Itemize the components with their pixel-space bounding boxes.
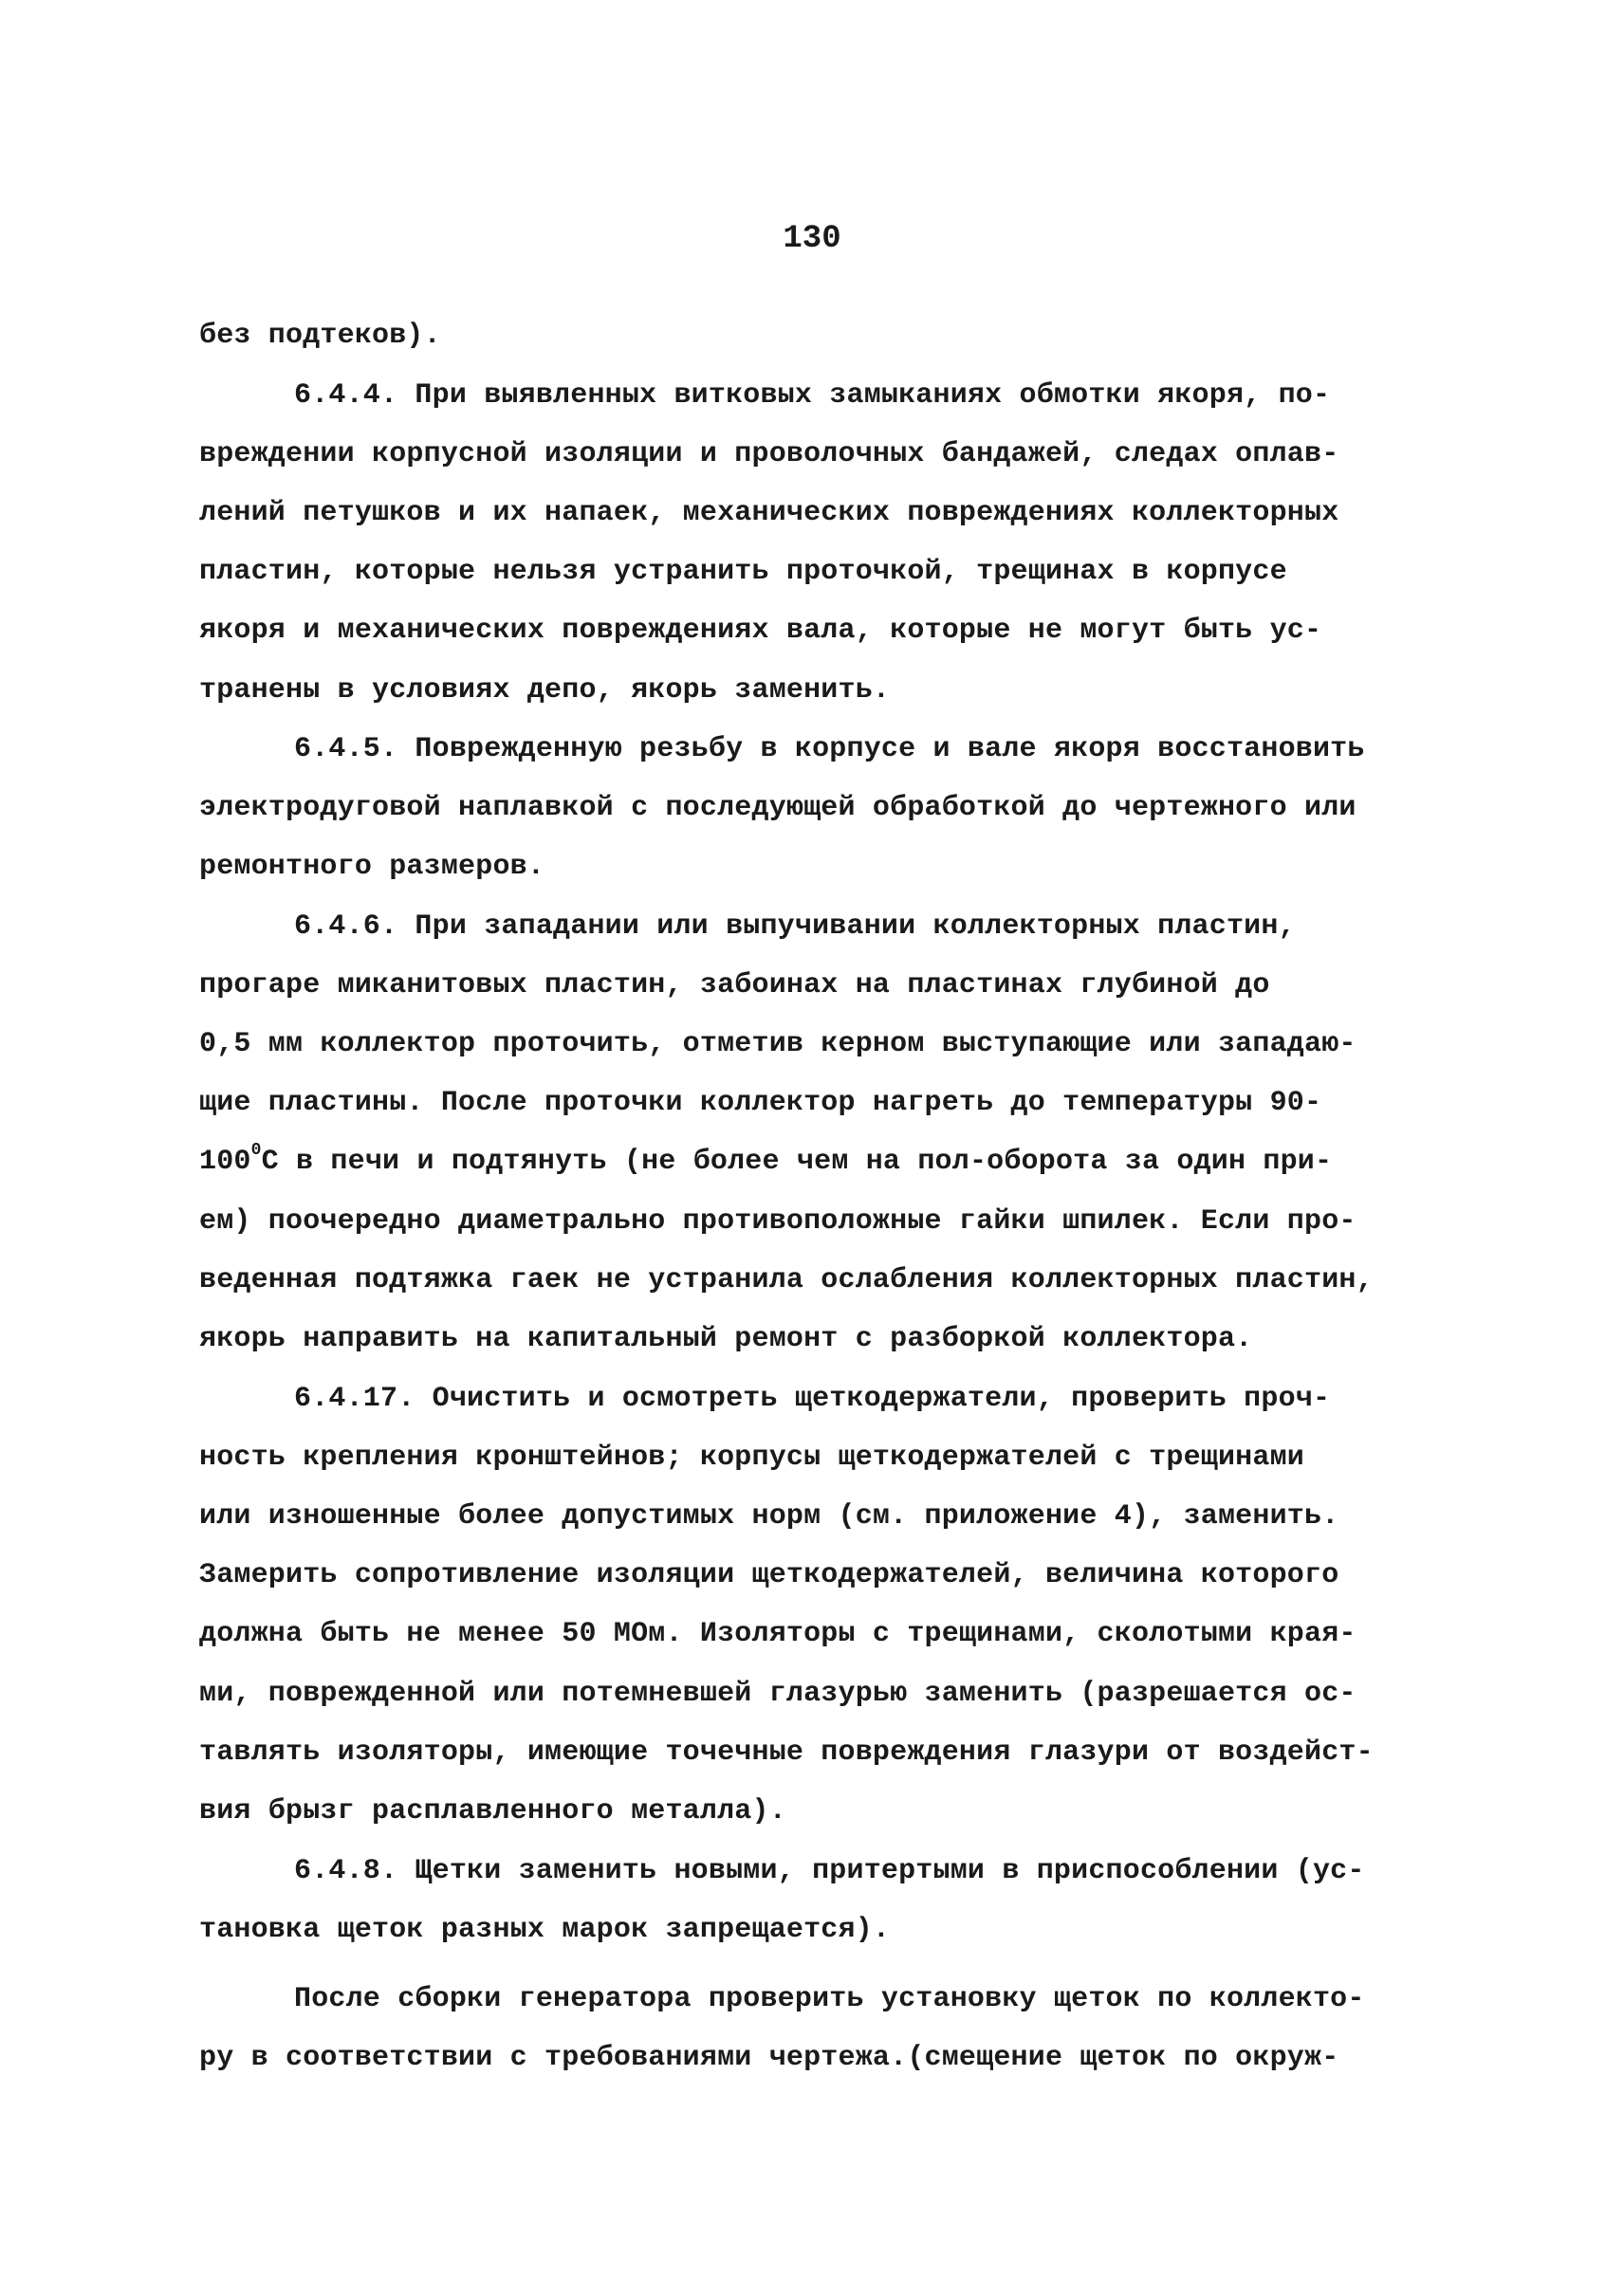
text-line: 6.4.5. Поврежденную резьбу в корпусе и вале якоря восстановить — [294, 733, 1365, 765]
text-line-rest: C в печи и подтянуть (не более чем на пол-оборота за один при- — [261, 1146, 1333, 1178]
temperature-value: 100 — [199, 1146, 251, 1178]
text-line: 6.4.8. Щетки заменить новыми, притертыми в приспособлении (ус- — [294, 1855, 1365, 1887]
text-line: Замерить сопротивление изоляции щеткодержателей, величина которого — [199, 1559, 1339, 1591]
text-line: пластин, которые нельзя устранить проточкой, трещинах в корпусе — [199, 556, 1287, 588]
text-line: тавлять изоляторы, имеющие точечные повреждения глазури от воздейст- — [199, 1736, 1374, 1769]
text-line: лений петушков и их напаек, механических повреждениях коллекторных — [199, 497, 1339, 529]
text-line: ность крепления кронштейнов; корпусы щеткодержателей с трещинами — [199, 1442, 1304, 1474]
text-line: 0,5 мм коллектор проточить, отметив керном выступающие или западаю- — [199, 1028, 1356, 1060]
text-line-temperature — [199, 1143, 1332, 1181]
text-line: ми, поврежденной или потемневшей глазурью заменить (разрешается ос- — [199, 1678, 1356, 1710]
page-number: 130 — [783, 221, 841, 257]
text-line: веденная подтяжка гаек не устранила ослабления коллекторных пластин, — [199, 1264, 1374, 1296]
text-line: транены в условиях депо, якорь заменить. — [199, 674, 891, 707]
text-line: ем) поочередно диаметрально противоположные гайки шпилек. Если про- — [199, 1205, 1356, 1238]
degree-mark: 0 — [250, 1141, 262, 1160]
text-line: без подтеков). — [199, 320, 441, 352]
text-line: щие пластины. После проточки коллектор нагреть до температуры 90- — [199, 1087, 1322, 1119]
text-line: 6.4.4. При выявленных витковых замыканиях обмотки якоря, по- — [294, 379, 1331, 412]
text-line: тановка щеток разных марок запрещается). — [199, 1914, 891, 1946]
text-line: или изношенные более допустимых норм (см. приложение 4), заменить. — [199, 1500, 1339, 1533]
text-line: вия брызг расплавленного металла). — [199, 1795, 786, 1828]
text-line: якорь направить на капитальный ремонт с разборкой коллектора. — [199, 1323, 1253, 1355]
text-line: 6.4.6. При западании или выпучивании коллекторных пластин, — [294, 910, 1296, 943]
text-line: ремонтного размеров. — [199, 851, 545, 883]
text-line: вреждении корпусной изоляции и проволочных бандажей, следах оплав- — [199, 438, 1339, 470]
text-line: электродуговой наплавкой с последующей обработкой до чертежного или — [199, 792, 1356, 824]
text-line: должна быть не менее 50 МОм. Изоляторы с трещинами, сколотыми края- — [199, 1618, 1356, 1650]
text-line: После сборки генератора проверить установку щеток по коллекто- — [294, 1983, 1365, 2015]
text-line: прогаре миканитовых пластин, забоинах на пластинах глубиной до — [199, 969, 1270, 1001]
text-line: ру в соответствии с требованиями чертежа.(смещение щеток по окруж- — [199, 2042, 1339, 2074]
text-line: 6.4.17. Очистить и осмотреть щеткодержатели, проверить проч- — [294, 1383, 1331, 1415]
text-line: якоря и механических повреждениях вала, которые не могут быть ус- — [199, 615, 1322, 647]
